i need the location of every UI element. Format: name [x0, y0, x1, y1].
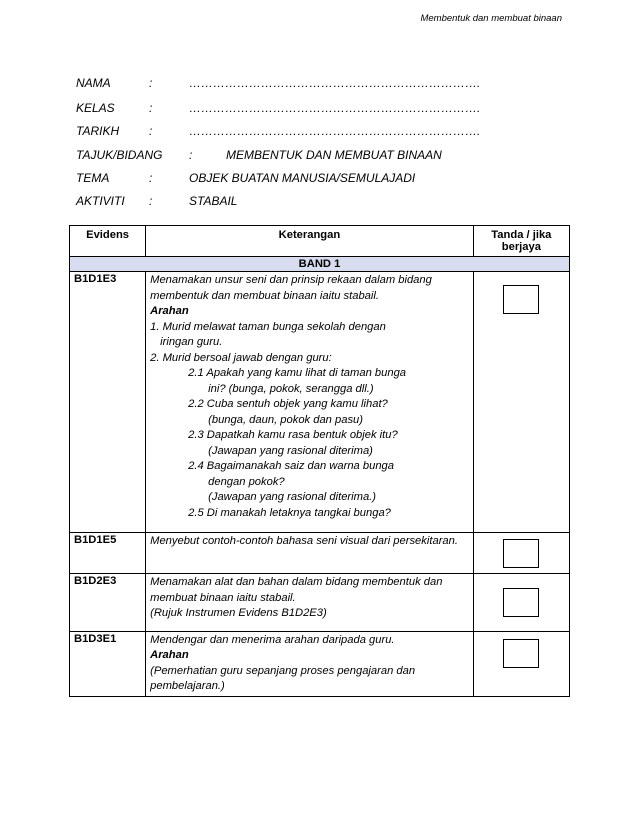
tick-checkbox[interactable]	[503, 588, 539, 617]
question-2-1-line-2: ini? (bunga, pokok, serangga dll.)	[208, 382, 374, 395]
tajuk-colon: :	[189, 148, 193, 162]
table-row	[70, 631, 570, 696]
tick-cell	[473, 272, 569, 533]
description-text: Menamakan unsur seni dan prinsip rekaan dalam bidang membentuk dan membuat binaan iaitu stabail.	[150, 274, 432, 302]
tick-cell	[473, 631, 569, 696]
nama-label: NAMA	[76, 76, 111, 90]
evidence-description	[146, 533, 474, 574]
tick-cell	[473, 574, 569, 632]
evidence-code: B1D2E3	[70, 574, 146, 632]
tick-cell	[473, 533, 569, 574]
tarikh-label: TARIKH	[76, 124, 120, 138]
band-label: BAND 1	[70, 257, 570, 272]
description-note: (Rujuk Instrumen Evidens B1D2E3)	[150, 607, 327, 619]
tarikh-colon: :	[149, 124, 153, 138]
arahan-heading: Arahan	[150, 305, 189, 317]
nama-field[interactable]: ……………………………………………………………….	[189, 76, 481, 90]
tajuk-value: MEMBENTUK DAN MEMBUAT BINAAN	[226, 148, 442, 162]
tajuk-label: TAJUK/BIDANG	[76, 148, 163, 162]
kelas-field[interactable]: ……………………………………………………………….	[189, 101, 481, 115]
table-header-row	[70, 226, 570, 257]
tarikh-field[interactable]: ……………………………………………………………….	[189, 124, 481, 138]
question-2-5-line-1: 2.5 Di manakah letaknya tangkai bunga?	[188, 506, 391, 519]
step-2: 2. Murid bersoal jawab dengan guru:	[150, 351, 332, 364]
tema-label: TEMA	[76, 171, 110, 185]
question-2-3-line-1: 2.3 Dapatkah kamu rasa bentuk objek itu?	[188, 429, 398, 441]
evidence-description	[146, 574, 474, 632]
question-2-4	[150, 459, 469, 506]
table-row	[70, 272, 570, 533]
question-2-1	[150, 366, 469, 397]
step-1	[150, 320, 469, 351]
question-2-2	[150, 397, 469, 428]
question-2-2-line-2: (bunga, daun, pokok dan pasu)	[208, 413, 364, 426]
question-2-4-line-3: (Jawapan yang rasional diterima.)	[208, 491, 377, 503]
aktiviti-value: STABAIL	[189, 194, 238, 208]
description-text: Menyebut contoh-contoh bahasa seni visual dari persekitaran.	[150, 535, 458, 547]
question-2-3	[150, 428, 469, 459]
evidence-description	[146, 272, 474, 533]
band-row	[70, 257, 570, 272]
tick-checkbox[interactable]	[503, 639, 539, 668]
header-evidens: Evidens	[70, 226, 146, 257]
tema-value: OBJEK BUATAN MANUSIA/SEMULAJADI	[189, 171, 416, 185]
kelas-colon: :	[149, 101, 153, 115]
kelas-label: KELAS	[76, 101, 115, 115]
evidence-code: B1D1E3	[70, 272, 146, 533]
arahan-heading: Arahan	[150, 649, 189, 661]
question-2-2-line-1: 2.2 Cuba sentuh objek yang kamu lihat?	[188, 398, 388, 410]
description-text: Menamakan alat dan bahan dalam bidang membentuk dan membuat binaan iaitu stabail.	[150, 576, 443, 604]
table-row	[70, 574, 570, 632]
tick-checkbox[interactable]	[503, 285, 539, 314]
tema-colon: :	[149, 171, 153, 185]
question-2-1-line-1: 2.1 Apakah yang kamu lihat di taman bunga	[188, 367, 407, 379]
question-2-4-line-1: 2.4 Bagaimanakah saiz dan warna bunga	[188, 460, 394, 472]
description-note: (Pemerhatian guru sepanjang proses pengajaran dan pembelajaran.)	[150, 664, 416, 692]
header-keterangan: Keterangan	[146, 226, 474, 257]
description-text: Mendengar dan menerima arahan daripada guru.	[150, 633, 395, 646]
question-2-5	[150, 506, 469, 532]
evidence-table	[69, 225, 570, 697]
question-2-4-line-2: dengan pokok?	[208, 475, 285, 488]
question-2-3-line-2: (Jawapan yang rasional diterima)	[208, 444, 373, 457]
nama-colon: :	[149, 76, 153, 90]
page-header-title: Membentuk dan membuat binaan	[420, 13, 562, 24]
aktiviti-label: AKTIVITI	[76, 194, 125, 208]
evidence-code: B1D1E5	[70, 533, 146, 574]
table-row	[70, 533, 570, 574]
evidence-code: B1D3E1	[70, 631, 146, 696]
evidence-description	[146, 631, 474, 696]
step-1-line-2: iringan guru.	[160, 336, 223, 348]
header-tanda: Tanda / jika berjaya	[473, 226, 569, 257]
tick-checkbox[interactable]	[503, 539, 539, 568]
aktiviti-colon: :	[149, 194, 153, 208]
step-1-line-1: 1. Murid melawat taman bunga sekolah dengan	[150, 320, 386, 333]
